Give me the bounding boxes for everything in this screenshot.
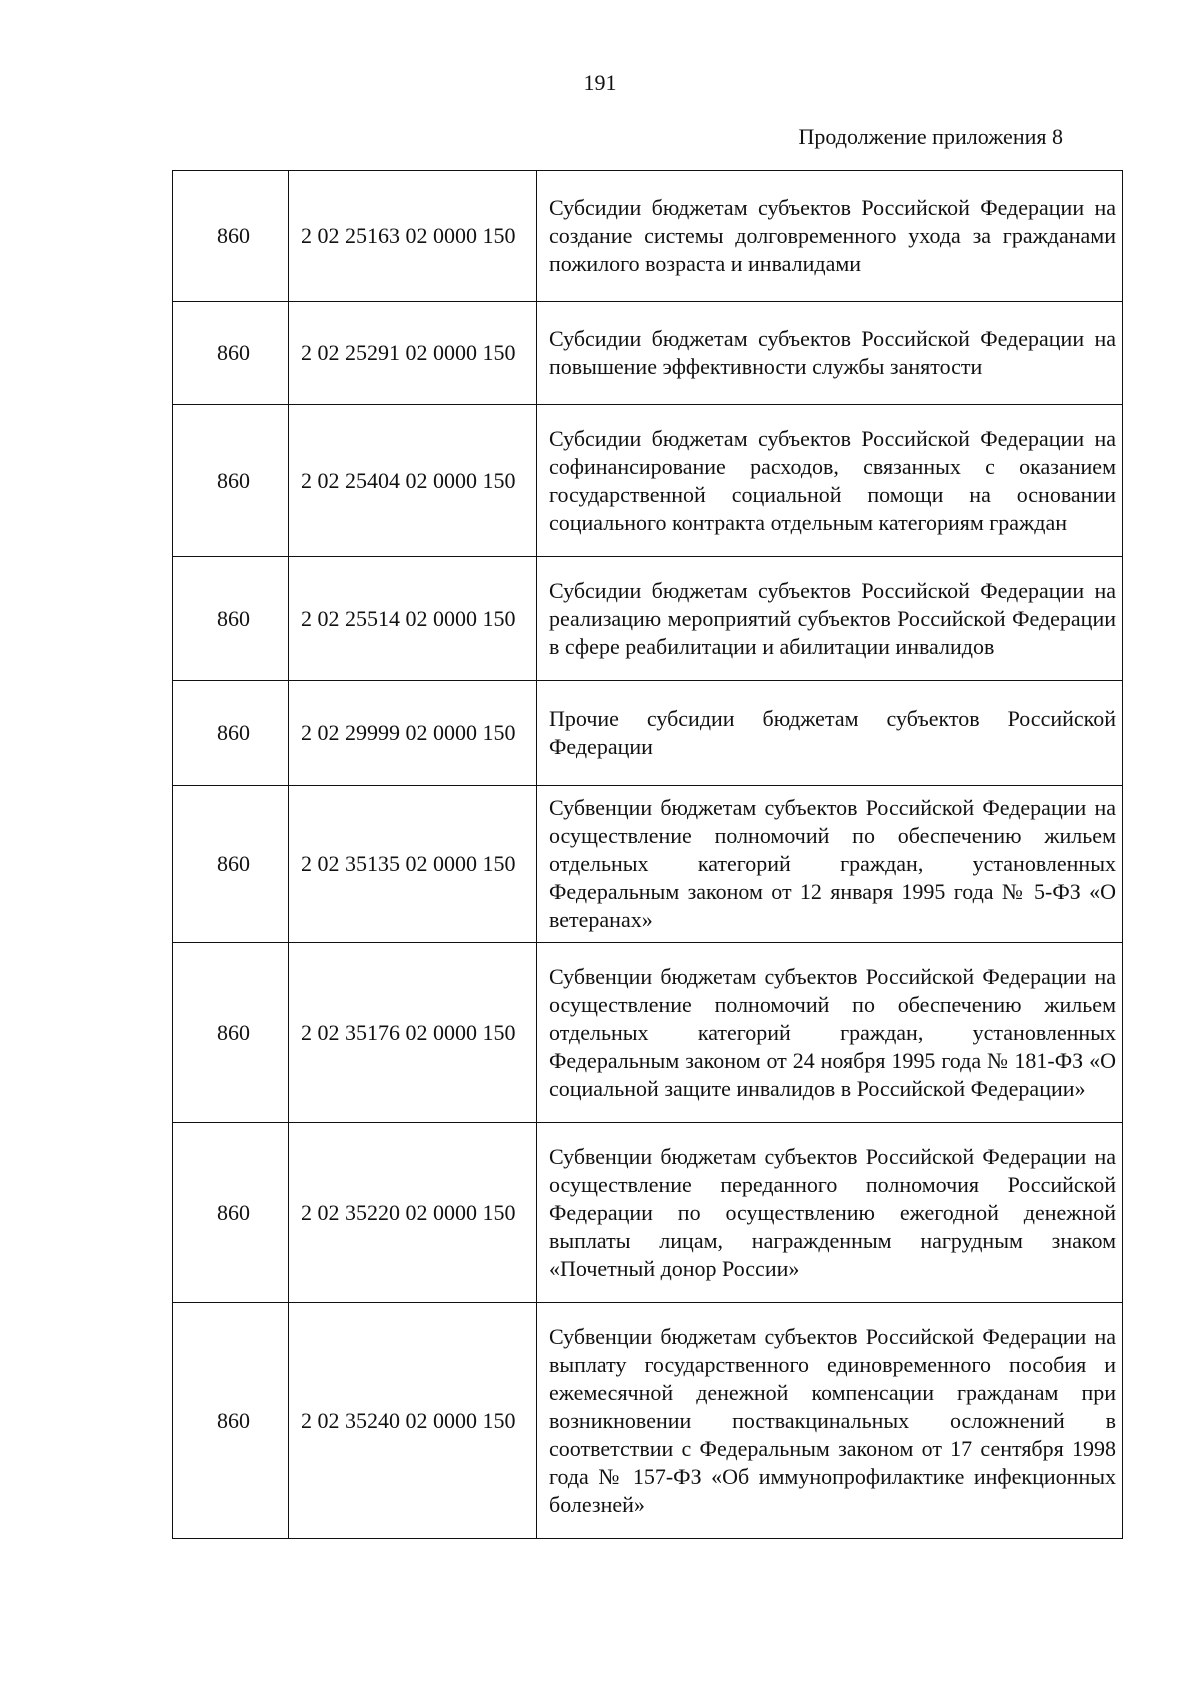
table-row <box>173 1303 1123 1539</box>
admin-code-cell: 860 <box>173 681 289 786</box>
budget-code-cell: 2 02 25404 02 0000 150 <box>289 405 537 557</box>
description-cell: Субсидии бюджетам субъектов Российской Федерации на создание системы долговременного ухода за гражданами пожилого возраста и инвалидами <box>537 171 1123 302</box>
table-row <box>173 786 1123 943</box>
budget-revenue-table <box>172 170 1123 1539</box>
admin-code-cell: 860 <box>173 171 289 302</box>
table-row <box>173 405 1123 557</box>
admin-code-cell: 860 <box>173 405 289 557</box>
admin-code-cell: 860 <box>173 1123 289 1303</box>
admin-code-cell: 860 <box>173 1303 289 1539</box>
budget-code-cell: 2 02 35135 02 0000 150 <box>289 786 537 943</box>
budget-code-cell: 2 02 35220 02 0000 150 <box>289 1123 537 1303</box>
description-cell: Субвенции бюджетам субъектов Российской Федерации на осуществление переданного полномочия Российской Федерации по осуществлению ежегодной денежной выплаты лицам, награжденным нагрудным знаком «Почетный донор России» <box>537 1123 1123 1303</box>
page-number: 191 <box>583 70 617 95</box>
budget-code-cell: 2 02 29999 02 0000 150 <box>289 681 537 786</box>
budget-code-cell: 2 02 35240 02 0000 150 <box>289 1303 537 1539</box>
appendix-continuation-label: Продолжение приложения 8 <box>798 124 1063 149</box>
table-row <box>173 557 1123 681</box>
budget-code-cell: 2 02 25514 02 0000 150 <box>289 557 537 681</box>
table-row <box>173 302 1123 405</box>
description-cell: Субсидии бюджетам субъектов Российской Федерации на софинансирование расходов, связанных с оказанием государственной социальной помощи на основании социального контракта отдельным категориям граждан <box>537 405 1123 557</box>
table-row <box>173 1123 1123 1303</box>
description-cell: Субвенции бюджетам субъектов Российской Федерации на осуществление полномочий по обеспечению жильем отдельных категорий граждан, установленных Федеральным законом от 24 ноября 1995 года № 181-ФЗ «О социальной защите инвалидов в Российской Федерации» <box>537 943 1123 1123</box>
admin-code-cell: 860 <box>173 943 289 1123</box>
description-cell: Субсидии бюджетам субъектов Российской Федерации на повышение эффективности службы занятости <box>537 302 1123 405</box>
admin-code-cell: 860 <box>173 557 289 681</box>
budget-code-cell: 2 02 25163 02 0000 150 <box>289 171 537 302</box>
budget-code-cell: 2 02 25291 02 0000 150 <box>289 302 537 405</box>
description-cell: Прочие субсидии бюджетам субъектов Российской Федерации <box>537 681 1123 786</box>
description-cell: Субвенции бюджетам субъектов Российской Федерации на осуществление полномочий по обеспечению жильем отдельных категорий граждан, установленных Федеральным законом от 12 января 1995 года № 5-ФЗ «О ветеранах» <box>537 786 1123 943</box>
description-cell: Субвенции бюджетам субъектов Российской Федерации на выплату государственного единовременного пособия и ежемесячной денежной компенсации гражданам при возникновении поствакцинальных осложнений в соответствии с Федеральным законом от 17 сентября 1998 года № 157-ФЗ «Об иммунопрофилактике инфекционных болезней» <box>537 1303 1123 1539</box>
admin-code-cell: 860 <box>173 302 289 405</box>
budget-code-cell: 2 02 35176 02 0000 150 <box>289 943 537 1123</box>
table-row <box>173 943 1123 1123</box>
admin-code-cell: 860 <box>173 786 289 943</box>
table-row <box>173 171 1123 302</box>
table-row <box>173 681 1123 786</box>
description-cell: Субсидии бюджетам субъектов Российской Федерации на реализацию мероприятий субъектов Российской Федерации в сфере реабилитации и абилитации инвалидов <box>537 557 1123 681</box>
